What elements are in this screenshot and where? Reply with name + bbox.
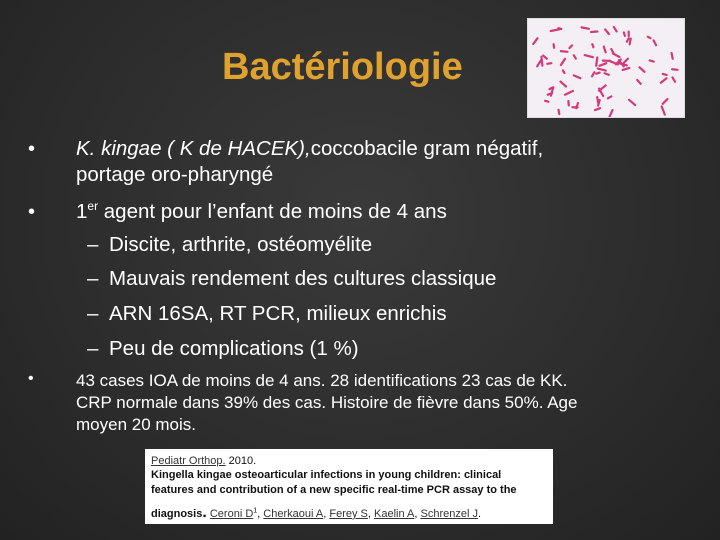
bullet-1-italic: K. kingae ( K de HACEK), [76, 137, 311, 160]
bacterium-rod [596, 73, 599, 74]
bacterium-rod [672, 69, 677, 70]
slide-title: Bactériologie [222, 46, 463, 88]
reference-box: Pediatr Orthop. 2010. Kingella kingae osteoarticular infections in young children: clinical features and contribution of a new specific real-time PCR assay to the diagnosis. Ceroni $D^1$, Cherkaoui A, Ferey S, Kaelin A, Schrenzel J. [145, 449, 553, 524]
reference-year: 2010. [225, 455, 257, 467]
bullet-marker: • [28, 138, 36, 160]
bacterium-rod [541, 57, 542, 66]
bacterium-rod [547, 63, 551, 64]
reference-title-2: features and contribution of a new specific real-time PCR assay to the [151, 483, 517, 496]
sub-bullet-2: – Mauvais rendement des cultures classique [87, 267, 497, 290]
bullet-2 [76, 199, 447, 225]
sub-bullet-3: – ARN 16SA, RT PCR, milieux enrichis [87, 302, 447, 325]
bullet-1 [76, 136, 543, 187]
bullet-marker: • [28, 370, 34, 387]
bacterium-rod [554, 44, 555, 48]
bacterium-rod [582, 27, 589, 28]
bacterium-rod [558, 28, 561, 29]
author-link[interactable]: Ceroni D [209, 507, 254, 520]
bacterium-rod [597, 97, 598, 103]
bacterium-rod [650, 60, 654, 61]
bacterium-rod [605, 73, 609, 75]
bacterium-rod [648, 37, 651, 38]
author-link[interactable]: Schrenzel J [420, 507, 478, 520]
bullet-2-pre: 1 [76, 200, 88, 223]
bacterium-rod [563, 70, 565, 73]
bacterium-rod [672, 53, 673, 59]
bacterium-rod [592, 44, 593, 47]
bullet-2-sup: er [87, 199, 99, 214]
bacterium-rod [663, 74, 667, 75]
bullet-1-cont: portage oro-pharyngé [76, 162, 274, 186]
bacterium-rod [559, 110, 560, 114]
sub-bullet-1: – Discite, arthrite, ostéomyélite [87, 233, 373, 256]
sub-bullet-4: – Peu de complications (1 %) [87, 337, 359, 360]
reference-title-3: diagnosis [151, 507, 203, 520]
gram-stain-micrograph [527, 18, 685, 118]
bacterium-rod [630, 39, 631, 45]
bullet-3: 43 cases IOA de moins de 4 ans. 28 identifications 23 cas de KK. CRP normale dans 39% des cas. Histoire de fièvre dans 50%. Age moyen 20 mois. [76, 371, 578, 434]
bacterium-rod [598, 100, 600, 106]
bullet-2-text: agent pour l’enfant de moins de 4 ans [98, 200, 447, 223]
bacterium-rod [591, 31, 597, 32]
author-link[interactable]: Ferey S [329, 507, 368, 520]
bacterium-rod [624, 32, 625, 35]
reference-title-1: Kingella kingae osteoarticular infections in young children: clinical [151, 469, 502, 482]
bacterium-rod [561, 51, 568, 52]
bacterium-rod [596, 57, 597, 65]
bullet-marker: • [28, 201, 36, 223]
author-link[interactable]: Cherkaoui A [263, 507, 324, 520]
journal-link[interactable]: Pediatr Orthop. [151, 455, 226, 467]
bacterium-rod [545, 101, 548, 102]
bullet-1-text: coccobacile gram négatif, [310, 137, 544, 160]
author-link[interactable]: Kaelin A [374, 507, 415, 520]
